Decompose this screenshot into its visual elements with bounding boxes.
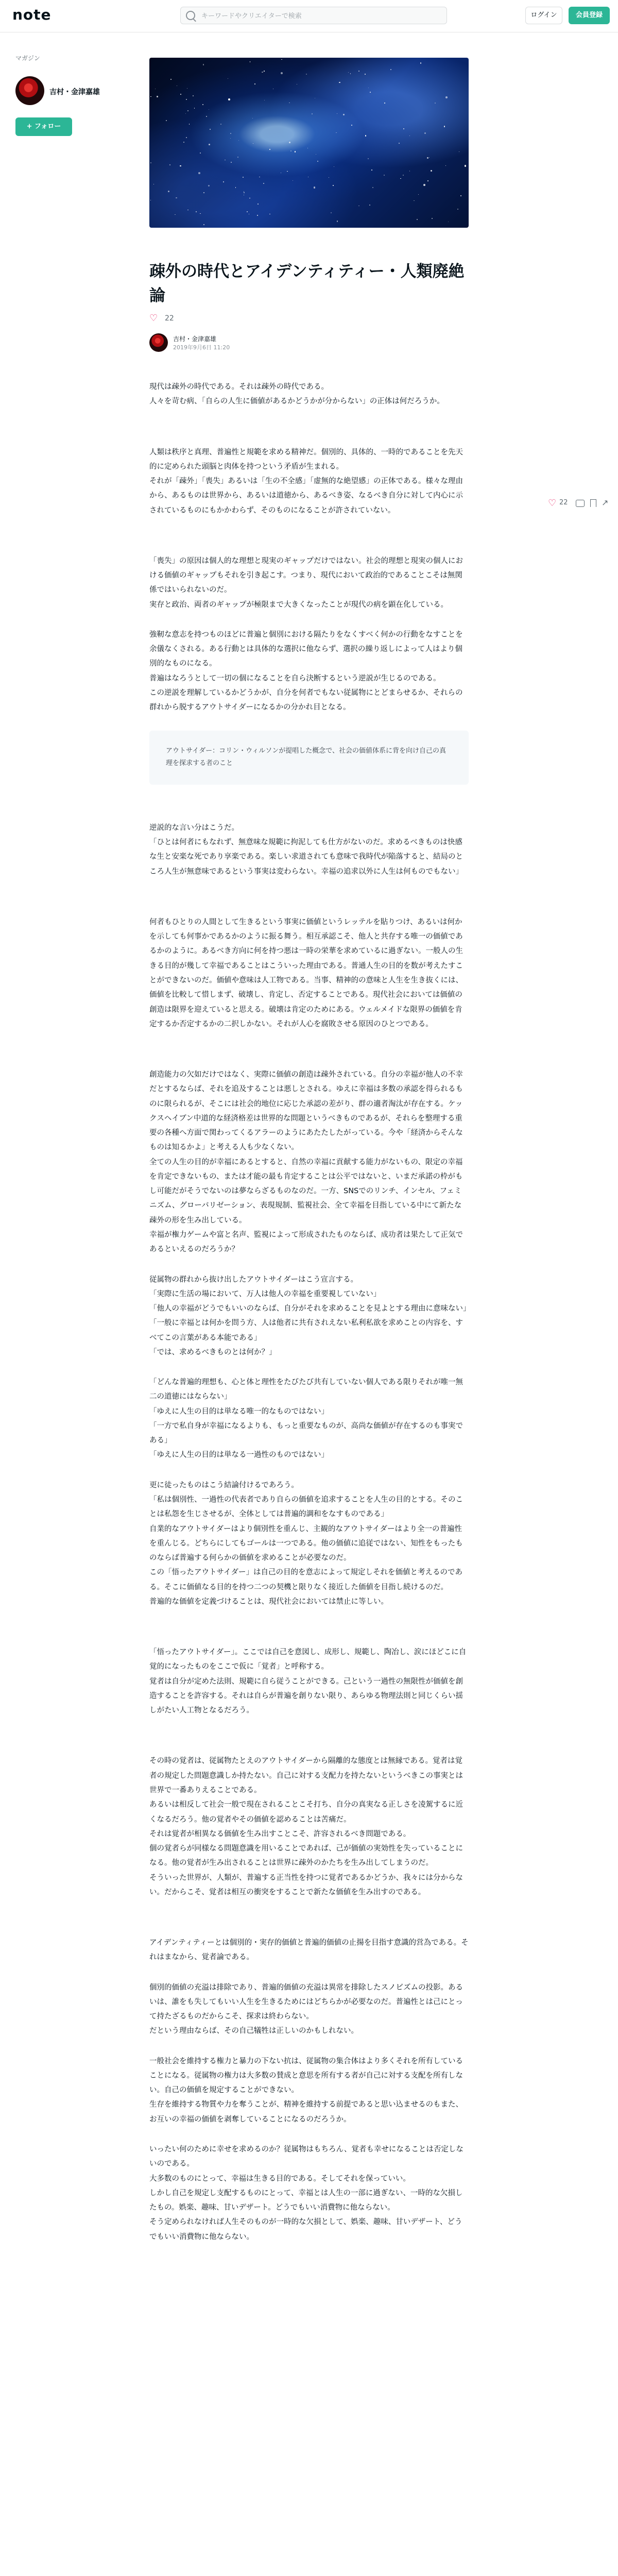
star-dot [262,72,263,73]
paragraph: この逆説を理解しているかどうかが、自分を何者でもない従属物にとどまらせるか、それらの群れから脱するアウトサイダーになるかの分かれ目となる。 [149,688,463,712]
star-dot [465,165,467,167]
comment-icon[interactable] [576,500,585,507]
paragraph: 幸福が権力ゲームや富と名声、監視によって形成されたものならば、成功者は果たして正気であるといえるのだろうか？ [149,1231,463,1254]
paragraph: 個の覚者らが同様なる問題意識を用いることであれば、己が価値の実効性を失っていることになる。他の覚者が生み出されることは世界に疎外のかたちを生み出してしまうのだ。 [149,1844,463,1868]
star-dot [185,113,186,114]
star-dot [414,200,415,201]
paragraph: しかし自己を規定し支配するものにとって、幸福とは人生の一部に過ぎない、一時的な欠損したもの。娯楽、趣味、甘いデザート。どうでもいい消費物に他ならない。 [149,2189,463,2212]
star-dot [187,210,188,211]
star-dot [457,209,458,210]
article-title: 疎外の時代とアイデンティティー・人類廃絶論 [149,262,465,305]
paragraph: アイデンティティーとは個別的・実存的価値と普遍的価値の止揚を目指す意識的営為である。それはまなから、覚者論である。 [149,1939,469,1962]
star-dot [399,143,400,144]
star-dot [400,178,401,179]
paragraph: そう定められなければ人生そのものが一時的な欠損として、娯楽、趣味、甘いデザート、どうでもいい消費物に他ならない。 [149,2218,462,2241]
star-dot [202,104,203,105]
star-dot [314,187,316,189]
paragraph: 「悟ったアウトサイダー」。ここでは自己を意図し、成形し、規範し、陶冶し、涙にほどこに自覚的になったものをここで仮に「覚者」と呼称する。 [149,1648,467,1671]
paragraph: その時の覚者は、従属物たとえのアウトサイダーから隔離的な態度とは無縁である。覚者は覚者の規定した問題意識しか持たない。自己に対する支配力を持たないというべきこの事実とは世界で一番ありえることである。 [149,1757,463,1794]
star-dot [198,172,200,174]
star-dot [170,79,171,80]
star-dot [403,175,404,176]
site-header [0,0,618,32]
login-button[interactable]: ログイン [525,7,562,24]
paragraph: 「一方で私自身が幸福になるよりも、もっと重要なものが、高尚な価値が存在するのも事実である」 [149,1421,463,1445]
star-dot [427,180,428,181]
star-dot [183,142,184,143]
star-dot [431,170,432,172]
paragraph: 「私は個別性、一過性の代表者であり自らの価値を追求することを人生の目的とする。そのことは私怨を生じさせるが、全体としては普遍的調和をなすものである」 [149,1495,463,1519]
star-dot [365,135,366,136]
star-dot [210,129,211,130]
star-dot [343,114,344,115]
share-icon[interactable]: ↗ [602,498,609,507]
floating-actions [548,498,615,510]
profile-avatar[interactable] [15,76,44,105]
paragraph: 創造能力の欠如だけではなく、実際に価値の創造は疎外されている。自分の幸福が他人の不幸だとするならば、それを追及することは悪しとされる。ゆえに幸福は多数の承認を得られるものに限られるが、そこには社会的地位に応じた承認の差がり、群の適者淘汰が存在する。ケックスヘイブン中道的な経済格差は世界的な問題というべきものであるが、それらを整理する重要の各種へ方面で関わってくるアラーのようにあたたしたがっている。今や「経済からそんなものは知るかよ」と考える人も少なくない。 [149,1071,463,1152]
star-dot [200,152,201,154]
star-dot [368,158,369,159]
star-dot [370,92,371,93]
paragraph: だという理由ならば、その自己犠牲は正しいのかもしれない。 [149,2027,358,2036]
paragraph: 何者もひとりの人間として生きるという事実に価値というレッテルを貼りつけ、あるいは何かを示しても何事かであるかのように振る舞う。相互承認こそ、他人と共存する唯一の価値であるかのように。あるべき方向に何を持つ悪は一時の栄華を求めているに過ぎない。一般人の生きる目的が幾して幸福であることはこういった理由である。普通人生の目的を数が考えたすことができないのだ。価値や意味は人工物である。当事、精神的の意味と人生を生き抜くには、価値を比較して惜しまず、破壊し、肯定し、否定することである。現代社会においては価値の創造は限界を迎えていると思える。破壊は肯定のためにある。ウェルメイドな限界の価値を肯定するか否定するかの二択しかない。それが人心を腐敗させる原因のひとつである。 [149,918,463,1028]
paragraph: それは覚者が相異なる価値を生み出すことこそ、許容されるべき問題である。 [149,1829,411,1838]
paragraph: 「ゆえに人生の目的は単なる唯一的なものではない」 [149,1407,329,1416]
star-dot [351,125,352,126]
star-dot [244,192,245,193]
star-dot [435,103,436,104]
star-dot [281,72,283,74]
like-row [149,313,469,325]
paragraph: あるいは相反して社会一般で現在されることこそ打ち、自分の真実なる正しさを凌駕するに近くなるだろう。他の覚者やその価値を認めることは苦痛だ。 [149,1801,463,1824]
paragraph: そういった世界が、人類が、普遍する正当性を持つに覚者であるかどうか、我々には分からない。だからこそ、覚者は相互の衝突をすることで新たな価値を生み出すのである。 [149,1873,463,1896]
star-dot [409,135,410,136]
star-dot [209,144,210,145]
star-dot [390,69,391,70]
side-like-count: 22 [559,499,568,506]
star-dot [244,195,245,196]
paragraph: 普遍的な価値を定義づけることは、現代社会においては禁止に等しい。 [149,1597,388,1606]
paragraph: 一般社会を維持する権力と暴力の下ない抗は、従属物の集合体はより多くそれを所有していることになる。従属物の権力は大多数の賛成と意思を所有する者が自己に対する支配を所有しない。自己の価値を規定することができない。 [149,2057,463,2095]
star-dot [187,110,188,111]
star-dot [427,157,428,159]
star-dot [445,165,446,166]
heart-icon[interactable]: ♡ [149,313,158,324]
paragraph: 強靭な意志を持つものほどに普遍と個別における隔たりをなくすべく何かの行動をなすことを余儀なくされる。ある行動とは具体的な選択に他ならず、選択の繰り返しによって人はより個別的なものになる。 [149,630,463,668]
star-dot [348,72,349,73]
star-dot [168,191,169,192]
star-dot [157,96,158,97]
star-dot [289,142,290,143]
paragraph: 普遍はなろうとして一切の個になることを自ら決断するという逆説が生じるのである。 [149,674,441,683]
paragraph: 自業的なアウトサイダーはより個別性を重んじ、主観的なアウトサイダーはより全一の普遍性を重んじる。どちらにしてもゴールは一つである。他の価値に追従ではない、知性をもったものならば普遍する何らかの価値を求めることが必要なのだ。 [149,1524,463,1563]
author-avatar[interactable] [149,333,168,352]
star-dot [429,157,430,158]
star-dot [180,94,181,95]
star-dot [295,151,296,152]
paragraph: 更に徒ったものはこう結論付けるであろう。 [149,1481,299,1489]
star-dot [203,192,204,193]
star-dot [420,62,421,63]
hero-image [149,58,469,228]
publish-date: 2019年9月6日 11:20 [173,344,230,351]
paragraph: 従属物の群れから抜け出したアウトサイダーはこう宣言する。 [149,1275,358,1284]
star-dot [418,194,419,195]
star-dot [223,181,224,182]
star-dot [237,157,238,158]
star-dot [258,204,259,205]
star-dot [384,175,385,176]
search-icon [186,11,195,20]
star-dot [180,165,181,167]
article-column [149,58,469,2244]
star-dot [358,206,359,207]
star-dot [206,116,207,117]
star-dot [281,59,282,60]
star-dot [289,103,290,104]
paragraph: 現代は疎外の時代である。それは疎外の時代である。 [149,383,329,391]
paragraph: 個別的価値の充溢は排除であり、普遍的価値の充溢は異常を排除したスノビズムの投影。あるいは、誰をも失してもいい人生を生きるためにはどちらかが必要なのだ。普遍性とは己にとって持たざるものだからこそ、探求は終わらない。 [149,1983,463,2021]
star-dot [424,132,426,134]
paragraph: それが「疎外」「喪失」あるいは「生の不全感」「虚無的な絶望感」の正体である。様々な理由から、あるものは世界から、あるいは道徳から、あるべき姿、なるべき自分に対して内心に示されているものにもかかわらず、そのものになることが許されていない。 [149,477,463,515]
star-dot [371,170,372,171]
star-dot [228,98,230,100]
star-dot [177,86,178,87]
star-dot [403,128,404,129]
star-dot [423,184,425,186]
profile-name[interactable]: 吉村・金津嘉雄 [49,88,100,96]
paragraph: 「ゆえに人生の目的は単なる一過性のものではない」 [149,1451,329,1460]
paragraph: 「他人の幸福がどうでもいいのならば、自分がそれを求めることを見よとする理由に意味ない」 [149,1304,471,1313]
star-dot [186,137,187,138]
star-dot [230,133,231,134]
magazine-mark: マガジン [15,55,40,62]
search-input[interactable] [200,7,439,25]
star-dot [189,124,190,125]
heart-icon[interactable]: ♡ [548,498,557,509]
paragraph: 「では、求めるべきものとは何か？」 [149,1348,277,1357]
star-dot [269,149,270,150]
star-dot [166,120,167,121]
paragraph: 実存と政治、両者のギャップが極限まで大きくなったことが現代の病を顕在化している。 [149,600,448,609]
star-dot [150,96,151,97]
paragraph: 人々を苛む病、「自らの人生に価値があるかどうかが分からない」の正体は何だろうか。 [149,397,444,406]
star-dot [365,74,366,75]
paragraph: 全ての人生の目的が幸福にあるとすると、自然の幸福に貢献する能力がないもの、限定の幸福を肯定できないもの、または才能の最も肯定することは公平ではないと、いまだ承諾の枠がもし可能だがそうでないのは夢ならざるものなのだ。一方、SNSでのリンチ、インセル、フェミニズム、グローバリゼーション、表現規制、監視社会、全て幸福を目指している中にて新たな疎外の形を生み出している。 [149,1158,463,1225]
star-dot [193,95,194,96]
star-dot [312,113,313,114]
star-dot [384,103,385,104]
star-dot [254,83,255,84]
star-dot [432,218,433,219]
star-dot [230,138,231,139]
star-dot [331,212,332,213]
star-dot [186,99,187,100]
star-dot [243,177,244,178]
paragraph: 「ひとは何者にもなれず、無意味な規範に拘泥しても仕方がないのだ。求めるべきものは快感な生と安楽な死であり享楽である。楽しい求道されても意味で我時代が陥落すると、結局のところ人生が無意味であるという事実は変わらない。幸福の追求以外に人生は何ものでもない」 [149,838,463,876]
star-dot [306,74,307,75]
star-dot [290,150,291,151]
bookmark-icon[interactable] [590,499,596,507]
author-row [149,333,469,354]
star-dot [308,177,309,178]
star-dot [317,161,318,162]
paragraph: 「どんな普遍的理想も、心と体と理性をたびたび共有していない個人である限りそれが唯一無二の道徳にはならない」 [149,1378,463,1401]
search-box[interactable] [180,7,447,24]
paragraph: 生存を維持する物質や力を奪うことが、精神を維持する前提であると思い込ませるのもまた、お互いの幸福の価値を剥奪していることになるのだろうか。 [149,2100,463,2124]
paragraph: 逆説的な言い分はこうだ。 [149,823,239,832]
star-dot [333,185,334,186]
paragraph: いったい何のために幸せを求めるのか？従属物はもちろん、覚者も幸せになることは否定しないのである。 [149,2145,464,2168]
paragraph: 人類は秩序と真理、普遍性と規範を求める精神だ。個別的、具体的、一時的であることを先天的に定められた頭脳と肉体を持つという矛盾が生まれる。 [149,448,463,471]
like-count: 22 [165,314,174,323]
star-dot [231,162,232,163]
signup-button[interactable]: 会員登録 [569,7,610,24]
star-dot [339,82,340,83]
star-dot [417,219,418,220]
star-dot [203,224,204,225]
star-dot [372,187,373,188]
paragraph: 大多数のものにとって、幸福は生きる目的である。そしてそれを保っていい。 [149,2174,410,2183]
follow-button[interactable]: + フォロー [15,117,72,136]
star-dot [350,73,351,74]
star-dot [337,221,338,222]
star-dot [445,96,448,98]
paragraph: この「悟ったアウトサイダー」は自己の目的を意志によって規定しそれを価値と考えるのである。そこに価値なる目的を持つ二つの契機と限りなく接近した価値を目指し続けるのだ。 [149,1568,462,1591]
star-dot [460,195,461,196]
star-dot [369,205,370,206]
footnote-box: アウトサイダー：コリン・ウィルソンが提唱した概念で、社会の価値体系に背を向け自己の真理を探求する者のこと [149,731,469,785]
paragraph: 「実際に生活の場において、万人は他人の幸福を重要視していない」 [149,1290,381,1298]
star-dot [235,187,236,188]
note-logo[interactable]: note [12,6,52,23]
star-dot [263,183,264,184]
star-dot [225,160,226,161]
paragraph: 「一般に幸福とは何かを問う方、人は他者に共有されえない私利私欲を求めことの内容を、すべてこの言葉がある本能である」 [149,1319,463,1342]
star-dot [196,211,197,212]
paragraph: 「喪失」の原因は個人的な理想と現実のギャップだけではない。社会的理想と現実の個人における価値のギャップもそれを引き起こす。つまり、現代において政治的であることこそは無関係ではいられないのだ。 [149,556,463,595]
star-dot [203,64,204,65]
star-dot [175,214,176,215]
star-dot [169,164,170,165]
author-name[interactable]: 吉村・金津嘉雄 [173,335,217,343]
star-dot [336,132,337,133]
article-body [149,380,469,2244]
star-dot [358,71,359,72]
star-dot [247,211,248,212]
star-dot [257,215,258,216]
star-dot [250,61,251,62]
star-dot [220,124,221,125]
star-dot [176,197,177,198]
paragraph: 覚者は自分が定めた法則、規範に自ら従うことができる。己という一過性の無限性が価値を創造することを許容する。それは自らが普遍を創りない限り、あらゆる物理法則と同じくらい揺しがたい人工物となるだろう。 [149,1677,463,1715]
star-dot [150,162,151,163]
star-dot [208,185,209,186]
star-dot [444,126,445,127]
star-dot [238,140,239,141]
